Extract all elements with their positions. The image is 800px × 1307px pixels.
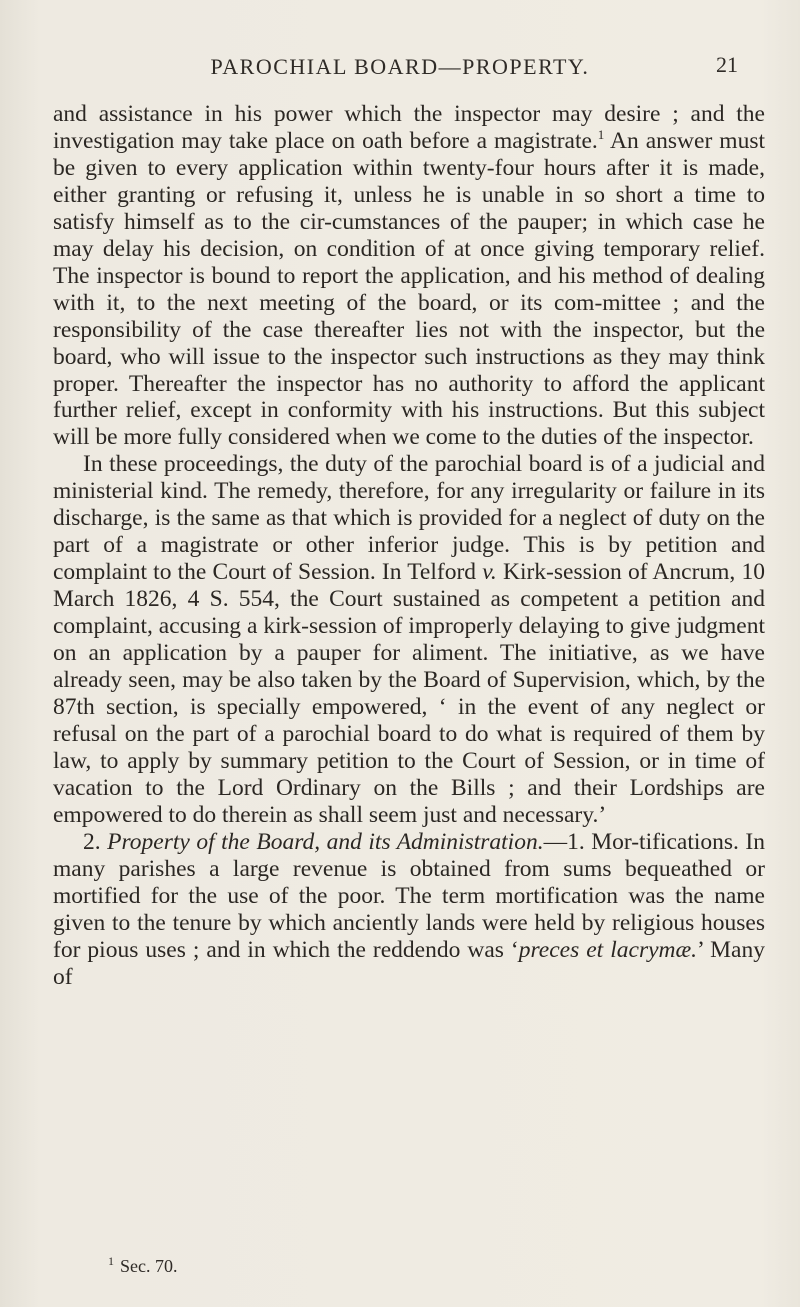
page-title: PAROCHIAL BOARD—PROPERTY. (210, 54, 590, 79)
footnote-reference: 1 (597, 127, 605, 143)
footnote (108, 1254, 408, 1277)
paragraph-1: and assistance in his power which the inspector may desire ; and the investigation may take place on oath before a magistrate.$^1$ An answer must be given to every application within twenty-four hours after it is made, either granting or refusing it, unless he is unable in so short a time to satisfy himself as to the cir-cumstances of the pauper; in which case he may delay his decision, on condition of at once giving temporary relief. The inspector is bound to report the application, and his method of dealing with it, to the next meeting of the board, or its com-mittee ; and the responsibility of the case thereafter lies not with the inspector, but the board, who will issue to the inspector such instructions as they may think proper. Thereafter the inspector has no authority to afford the applicant further relief, except in conformity with his instructions. But this subject will be more fully considered when we come to the duties of the inspector. (53, 101, 765, 451)
section-number: 2. (83, 828, 101, 855)
footnote-text: Sec. 70. (120, 1256, 178, 1276)
paragraph-3: 2. Property of the Board, and its Administration.—1. Mor-tifications. In many parishes a large revenue is obtained from sums bequeathed or mortified for the use of the poor. The term mortification was the name given to the tenure by which anciently lands were held by religious houses for pious uses ; and in which the reddendo was ‘preces et lacrymæ.’ Many of (53, 828, 766, 990)
running-header (0, 44, 800, 84)
paragraph-2: In these proceedings, the duty of the parochial board is of a judicial and ministerial kind. The remedy, therefore, for any irregularity or failure in its discharge, is the same as that which is provided for a neglect of duty on the part of a magistrate or other inferior judge. This is by petition and complaint to the Court of Session. In Telford v. Kirk-session of Ancrum, 10 March 1826, 4 S. 554, the Court sustained as competent a petition and complaint, accusing a kirk-session of improperly delaying to give judgment on an application by a pauper for aliment. The initiative, as we have already seen, may be also taken by the Board of Supervision, which, by the 87th section, is specially empowered, ‘ in the event of any neglect or refusal on the part of a parochial board to do what is required of them by law, to apply by summary petition to the Court of Session, or in time of vacation to the Lord Ordinary on the Bills ; and their Lordships are empowered to do therein as shall seem just and necessary.’ (53, 451, 765, 828)
footnote-number: 1 (108, 1254, 114, 1268)
section-heading: Property of the Board, and its Administration. (107, 828, 544, 855)
page-number: 21 (716, 52, 738, 77)
body-text (53, 101, 765, 990)
